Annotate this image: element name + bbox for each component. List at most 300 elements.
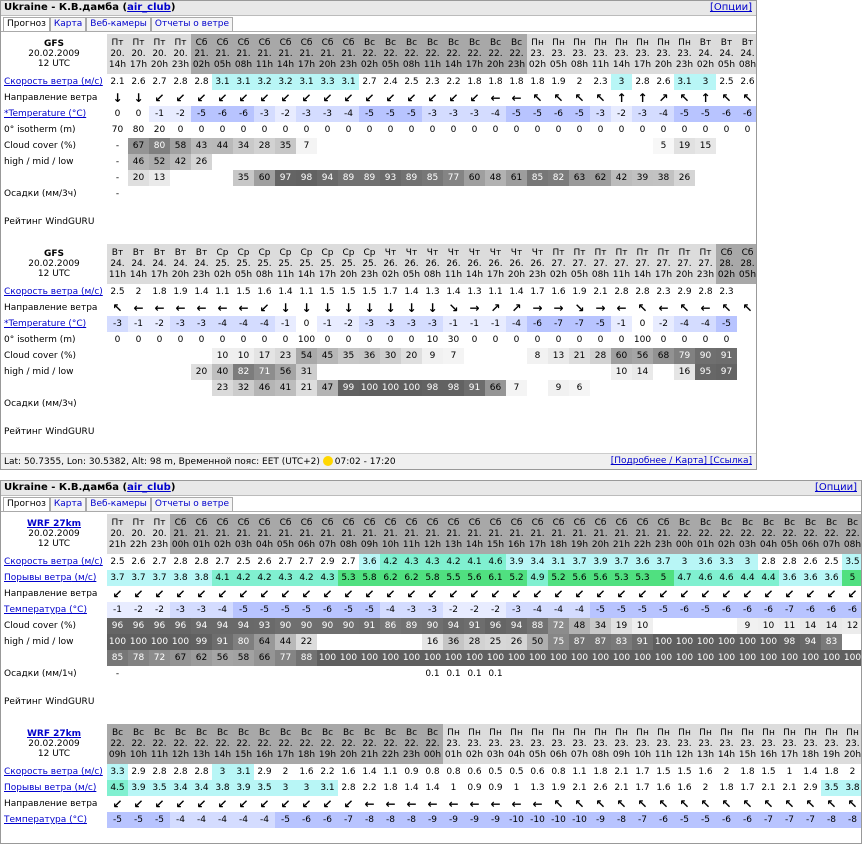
cloud-high-label: Cloud cover (%) xyxy=(4,351,77,361)
tab-wind-reports[interactable]: Отчеты о ветре xyxy=(151,17,233,31)
rating-cell xyxy=(212,412,233,452)
cloud-high-cell: 36 xyxy=(359,348,380,364)
cloud-mid-cell: 83 xyxy=(821,634,842,650)
precipitation-cell xyxy=(275,186,296,202)
tab-webcams[interactable]: Веб-камеры xyxy=(86,497,151,511)
wind-speed-cell: 3 xyxy=(695,74,716,90)
temperature-cell: -6 xyxy=(317,602,338,618)
wind-arrow-icon: ← xyxy=(217,300,228,315)
wind-arrow-icon: → xyxy=(553,300,564,315)
wind-speed-cell: 1.1 xyxy=(215,287,230,297)
wind-speed-cell: 0.6 xyxy=(467,767,482,777)
cloud-mid-cell: 83 xyxy=(611,634,632,650)
time-header: Вс 22. 10h xyxy=(128,724,149,764)
cloud-low-cell: 20 xyxy=(128,170,149,186)
direction-cell xyxy=(275,90,296,106)
cloud-high-cell: 93 xyxy=(254,618,275,634)
direction-cell xyxy=(359,796,380,812)
cloud-mid-cell xyxy=(548,364,569,380)
direction-cell xyxy=(569,90,590,106)
time-header: Сб 21. 01h xyxy=(191,514,212,554)
isotherm-cell: 0 xyxy=(723,125,730,135)
cloud-mid-cell xyxy=(464,154,485,170)
rating-cell xyxy=(170,412,191,452)
temperature-cell: -7 xyxy=(779,812,800,828)
wind-speed-cell: 3.1 xyxy=(233,764,254,780)
wind-gust-cell: 3.7 xyxy=(128,570,149,586)
wind-speed-cell: 1.4 xyxy=(362,767,377,777)
temperature-cell: -4 xyxy=(212,812,233,828)
precipitation-cell xyxy=(233,186,254,202)
wind-arrow-icon: ↖ xyxy=(679,796,690,811)
wind-arrow-icon: → xyxy=(532,300,543,315)
direction-label: Направление ветра xyxy=(4,799,98,809)
time-header: Пн 23. 08h xyxy=(590,724,611,764)
wind-speed-cell: 3.2 xyxy=(254,74,275,90)
temperature-cell: -3 xyxy=(191,316,212,332)
temperature-cell: -3 xyxy=(170,316,191,332)
wind-arrow-icon: ↖ xyxy=(742,796,753,811)
tab-forecast[interactable]: Прогноз xyxy=(3,497,50,511)
cloud-mid-cell: 52 xyxy=(149,154,170,170)
time-header: Сб 21. 11h xyxy=(401,514,422,554)
wind-speed-cell: 1.8 xyxy=(467,77,482,87)
wind-arrow-icon: ↙ xyxy=(385,90,396,105)
wind-speed-cell: 3.3 xyxy=(107,764,128,780)
wind-gust-cell: 1.7 xyxy=(635,783,650,793)
cloud-high-cell: 5 xyxy=(653,138,674,154)
wind-speed-cell: 1.3 xyxy=(425,287,440,297)
cloud-mid-cell xyxy=(380,634,401,650)
cloud-high-cell: 20 xyxy=(401,348,422,364)
time-header: Сб 21. 02h xyxy=(212,514,233,554)
cloud-low-cell xyxy=(212,170,233,186)
rating-cell xyxy=(422,682,443,722)
cloud-mid-cell xyxy=(338,634,359,650)
cloud-mid-cell: 87 xyxy=(590,634,611,650)
rating-cell xyxy=(212,682,233,722)
wind-gust-cell: 4.1 xyxy=(212,570,233,586)
cloud-low-cell: 7 xyxy=(506,380,527,396)
direction-cell xyxy=(506,586,527,602)
isotherm-cell xyxy=(737,332,757,348)
tab-forecast[interactable]: Прогноз xyxy=(3,17,50,31)
wind-speed-cell: 1.8 xyxy=(824,767,839,777)
precipitation-cell xyxy=(128,396,149,412)
wrf-options-link[interactable]: [Опции] xyxy=(814,482,857,493)
direction-cell xyxy=(611,90,632,106)
cloud-mid-cell: 91 xyxy=(212,634,233,650)
wind-speed-cell: 2.8 xyxy=(635,77,650,87)
cloud-low-cell xyxy=(170,170,191,186)
direction-cell xyxy=(170,90,191,106)
cloud-low-cell: 61 xyxy=(506,170,527,186)
time-header: Сб 21. 10h xyxy=(380,514,401,554)
cloud-low-cell: 93 xyxy=(380,170,401,186)
wind-gust-cell: 1.7 xyxy=(740,783,755,793)
temperature-cell: -2 xyxy=(170,106,191,122)
cloud-low-cell xyxy=(590,380,611,396)
cloud-mid-cell: - xyxy=(115,157,120,167)
details-links[interactable]: [Подробнее / Карта] [Ссылка] xyxy=(610,456,752,466)
time-header: Пн 23. 10h xyxy=(632,724,653,764)
direction-cell xyxy=(611,796,632,812)
direction-cell xyxy=(107,300,128,316)
cloud-low-cell: 97 xyxy=(275,170,296,186)
direction-cell xyxy=(737,796,758,812)
isotherm-cell: 0 xyxy=(156,335,163,345)
temperature-cell: -5 xyxy=(359,106,380,122)
wind-speed-cell: 3.1 xyxy=(233,74,254,90)
cloud-high-cell: 44 xyxy=(212,138,233,154)
time-header: Пн 23. 17h xyxy=(779,724,800,764)
cloud-high-cell: 28 xyxy=(590,348,611,364)
precipitation-cell xyxy=(527,396,548,412)
cloud-low-cell xyxy=(611,380,632,396)
rating-cell xyxy=(758,682,779,722)
isotherm-cell: 0 xyxy=(282,335,289,345)
cloud-mid-cell: 64 xyxy=(254,634,275,650)
wind-speed-cell: 3 xyxy=(674,554,695,570)
cloud-low-cell: 72 xyxy=(149,650,170,666)
cloud-mid-cell xyxy=(359,364,380,380)
rating-cell xyxy=(485,412,506,452)
wind-speed-cell: 3.9 xyxy=(590,554,611,570)
tab-wind-reports[interactable]: Отчеты о ветре xyxy=(151,497,233,511)
temperature-label: Температура (°C) xyxy=(4,815,87,825)
wind-arrow-icon: ↙ xyxy=(322,90,333,105)
wind-gust-cell: 3 xyxy=(275,780,296,796)
wind-arrow-icon: ← xyxy=(490,796,501,811)
wind-speed-cell: 1.4 xyxy=(803,767,818,777)
wind-speed-cell: 2 xyxy=(723,767,730,777)
wind-speed-cell: 3.2 xyxy=(275,74,296,90)
rating-cell xyxy=(842,682,862,722)
rating-cell xyxy=(338,682,359,722)
direction-cell xyxy=(800,586,821,602)
wind-speed-cell: 3.7 xyxy=(653,554,674,570)
precipitation-cell xyxy=(275,666,296,682)
temperature-cell: -1 xyxy=(464,316,485,332)
temperature-cell: -1 xyxy=(275,316,296,332)
cloud-low-cell: 100 xyxy=(443,650,464,666)
direction-cell xyxy=(569,796,590,812)
precipitation-cell xyxy=(170,186,191,202)
time-header: Пн 23. 07h xyxy=(569,724,590,764)
cloud-low-cell: 85 xyxy=(422,170,443,186)
cloud-mid-row xyxy=(1,154,757,170)
wind-gust-cell: 4.2 xyxy=(233,570,254,586)
wind-speed-cell: 3.5 xyxy=(842,554,862,570)
wind-speed-cell: 2.9 xyxy=(677,287,692,297)
wind-speed-cell: 1.8 xyxy=(509,77,524,87)
time-header: Ср 25. 08h xyxy=(254,244,275,284)
direction-cell xyxy=(506,300,527,316)
time-header: Вс 22. 04h xyxy=(758,514,779,554)
wind-gust-cell: 3.6 xyxy=(800,570,821,586)
rating-cell xyxy=(695,682,716,722)
cloud-mid-cell: 100 xyxy=(758,634,779,650)
rating-row xyxy=(1,202,757,242)
direction-cell xyxy=(695,300,716,316)
direction-row xyxy=(1,796,862,812)
precipitation-row xyxy=(1,186,757,202)
temperature-cell: -4 xyxy=(254,812,275,828)
precipitation-cell xyxy=(758,666,779,682)
wind-speed-label: Скорость ветра (м/с) xyxy=(4,287,103,297)
sun-icon xyxy=(323,456,333,466)
direction-cell xyxy=(464,300,485,316)
cloud-low-cell: 39 xyxy=(632,170,653,186)
wind-arrow-icon: ← xyxy=(154,300,165,315)
temperature-cell: -5 xyxy=(296,602,317,618)
cloud-low-cell: 13 xyxy=(149,170,170,186)
wind-speed-cell: 2.7 xyxy=(152,77,167,87)
precipitation-cell xyxy=(548,666,569,682)
cloud-low-cell xyxy=(632,380,653,396)
wind-arrow-icon: ↖ xyxy=(700,796,711,811)
wind-speed-cell: 1.1 xyxy=(383,767,398,777)
time-header: Вс 22. 16h xyxy=(254,724,275,764)
temperature-cell: -9 xyxy=(443,812,464,828)
rating-cell xyxy=(506,682,527,722)
gfs-footer xyxy=(1,453,756,469)
temperature-cell: -3 xyxy=(380,316,401,332)
time-header: Пн 23. 16h xyxy=(758,724,779,764)
isotherm-cell: 0 xyxy=(429,125,436,135)
wind-arrow-icon: ↙ xyxy=(217,586,228,601)
cloud-mid-cell xyxy=(170,364,191,380)
wind-arrow-icon: ↖ xyxy=(553,796,564,811)
cloud-high-cell xyxy=(464,138,485,154)
wind-gust-cell: 1.4 xyxy=(404,783,419,793)
precipitation-cell: 0.1 xyxy=(467,669,482,679)
precipitation-cell xyxy=(170,396,191,412)
direction-cell xyxy=(359,300,380,316)
precipitation-cell xyxy=(359,666,380,682)
wind-arrow-icon: ↙ xyxy=(553,586,564,601)
wind-speed-cell: 3.7 xyxy=(569,554,590,570)
wind-speed-cell: 2 xyxy=(576,77,583,87)
temperature-label: *Temperature (°C) xyxy=(4,109,87,119)
cloud-low-cell: 60 xyxy=(464,170,485,186)
time-header: Пн 23. 20h xyxy=(842,724,862,764)
cloud-mid-cell xyxy=(422,154,443,170)
cloud-low-cell: 100 xyxy=(674,650,695,666)
wind-gust-cell: 2.1 xyxy=(614,783,629,793)
gfs-options-link[interactable]: [Опции] xyxy=(709,2,752,13)
temperature-cell: -6 xyxy=(674,602,695,618)
wind-arrow-icon: ↖ xyxy=(721,300,732,315)
isotherm-cell: 0 xyxy=(681,125,688,135)
time-header: Пт 20. 22h xyxy=(128,514,149,554)
direction-cell xyxy=(212,796,233,812)
precipitation-cell xyxy=(254,186,275,202)
cloud-mid-cell: 91 xyxy=(632,634,653,650)
direction-row xyxy=(1,300,757,316)
tab-webcams[interactable]: Веб-камеры xyxy=(86,17,151,31)
time-header: Пт 27. 20h xyxy=(674,244,695,284)
time-header: Сб 21. 19h xyxy=(569,514,590,554)
model-info xyxy=(1,244,107,284)
wind-speed-cell: 1.5 xyxy=(341,287,356,297)
cloud-low-cell: 82 xyxy=(548,170,569,186)
time-header: Пн 23. 11h xyxy=(590,34,611,74)
cloud-low-cell: 63 xyxy=(569,170,590,186)
time-header: Пн 23. 19h xyxy=(821,724,842,764)
wrf-forecast-table xyxy=(1,724,862,828)
wind-gust-cell: 4.3 xyxy=(275,570,296,586)
time-header: Пт 27. 17h xyxy=(653,244,674,284)
time-header: Вс 22. 14h xyxy=(443,34,464,74)
cloud-high-label: Cloud cover (%) xyxy=(4,141,77,151)
temperature-cell: -1 xyxy=(149,106,170,122)
time-header: Вс 22. 03h xyxy=(737,514,758,554)
temperature-cell: -8 xyxy=(842,812,862,828)
model-name[interactable]: WRF 27km xyxy=(26,729,82,739)
precipitation-cell xyxy=(716,396,737,412)
precipitation-cell xyxy=(653,666,674,682)
cloud-low-cell: 100 xyxy=(716,650,737,666)
direction-cell xyxy=(128,586,149,602)
temperature-cell: -6 xyxy=(821,602,842,618)
cloud-low-cell: 35 xyxy=(233,170,254,186)
wind-speed-cell: 1.3 xyxy=(467,287,482,297)
wind-speed-cell: 3.4 xyxy=(527,554,548,570)
rating-cell xyxy=(380,412,401,452)
rating-cell xyxy=(527,682,548,722)
temperature-cell: -5 xyxy=(590,316,611,332)
rating-cell xyxy=(422,202,443,242)
cloud-high-cell: 34 xyxy=(233,138,254,154)
wind-speed-cell: 1.8 xyxy=(152,287,167,297)
temperature-cell: -7 xyxy=(632,812,653,828)
direction-cell xyxy=(233,300,254,316)
cloud-high-cell xyxy=(695,618,716,634)
direction-cell xyxy=(380,90,401,106)
temperature-cell: -3 xyxy=(506,602,527,618)
direction-cell xyxy=(653,586,674,602)
cloud-mid-cell: 46 xyxy=(128,154,149,170)
wind-gust-row xyxy=(1,570,862,586)
wind-speed-cell: 2.5 xyxy=(824,557,839,567)
time-header: Пн 23. 23h xyxy=(674,34,695,74)
time-header: Вт 24. 14h xyxy=(128,244,149,284)
cloud-mid-cell xyxy=(485,364,506,380)
tab-map[interactable]: Карта xyxy=(50,497,86,511)
cloud-low-cell: 67 xyxy=(170,650,191,666)
time-header: Вт 24. 08h xyxy=(737,34,757,74)
rating-cell xyxy=(779,682,800,722)
wrf-tabs xyxy=(1,496,861,512)
wind-arrow-icon: ↙ xyxy=(301,90,312,105)
temperature-cell: -2 xyxy=(611,106,632,122)
cloud-mid-cell xyxy=(317,364,338,380)
wind-speed-cell: 1.4 xyxy=(509,287,524,297)
cloud-low-cell: 89 xyxy=(401,170,422,186)
temperature-cell: -7 xyxy=(779,602,800,618)
cloud-low-cell: 56 xyxy=(212,650,233,666)
time-header: Сб 21. 06h xyxy=(296,514,317,554)
temperature-cell: -8 xyxy=(611,812,632,828)
direction-cell xyxy=(569,300,590,316)
isotherm-cell: 0 xyxy=(219,125,226,135)
rating-cell xyxy=(695,202,716,242)
temperature-cell: -5 xyxy=(674,812,695,828)
gfs-spot-link[interactable]: air_club xyxy=(127,2,171,13)
wind-arrow-icon: ↙ xyxy=(427,90,438,105)
precipitation-cell xyxy=(443,396,464,412)
precipitation-row xyxy=(1,396,757,412)
wind-speed-cell: 2.6 xyxy=(656,77,671,87)
direction-cell xyxy=(401,586,422,602)
time-header: Вс 22. 17h xyxy=(464,34,485,74)
model-run: 12 UTC xyxy=(37,749,71,759)
direction-cell xyxy=(107,586,128,602)
wind-arrow-icon: ↙ xyxy=(805,586,816,601)
wrf-forecast-tables xyxy=(1,514,861,828)
rating-cell xyxy=(632,682,653,722)
wind-speed-cell: 1.5 xyxy=(236,287,251,297)
direction-cell xyxy=(527,796,548,812)
wrf-header: Ukraine - К.В.дамба (air_club) [Опции] xyxy=(1,481,861,496)
rating-cell xyxy=(149,202,170,242)
cloud-low-label xyxy=(1,650,107,666)
precipitation-cell xyxy=(611,186,632,202)
wind-speed-cell: 2.2 xyxy=(320,767,335,777)
temperature-cell: -5 xyxy=(674,106,695,122)
wind-arrow-icon: ↙ xyxy=(154,796,165,811)
temperature-cell: -6 xyxy=(737,106,757,122)
wind-gust-cell: 2.9 xyxy=(803,783,818,793)
wind-arrow-icon: ↙ xyxy=(280,796,291,811)
wind-arrow-icon: ↙ xyxy=(238,90,249,105)
isotherm-cell: 0 xyxy=(345,335,352,345)
precipitation-label: Осадки (мм/1ч) xyxy=(4,669,77,679)
precipitation-cell xyxy=(716,186,737,202)
rating-cell xyxy=(569,412,590,452)
time-header: Сб 21. 20h xyxy=(317,34,338,74)
precipitation-cell: - xyxy=(115,669,120,679)
time-header: Пт 20. 23h xyxy=(149,514,170,554)
cloud-high-cell: 12 xyxy=(842,618,862,634)
wind-speed-cell: 2.8 xyxy=(194,77,209,87)
tab-map[interactable]: Карта xyxy=(50,17,86,31)
rating-cell xyxy=(317,202,338,242)
temperature-cell: -4 xyxy=(191,812,212,828)
cloud-mid-cell xyxy=(611,154,632,170)
wind-arrow-icon: ↙ xyxy=(406,586,417,601)
direction-cell xyxy=(485,90,506,106)
wrf-spot-link[interactable]: air_club xyxy=(127,482,171,493)
isotherm-cell: 0 xyxy=(282,125,289,135)
direction-cell xyxy=(842,796,862,812)
time-header: Сб 21. 00h xyxy=(170,514,191,554)
time-header: Сб 21. 08h xyxy=(233,34,254,74)
cloud-high-cell: 79 xyxy=(674,348,695,364)
rating-cell xyxy=(548,412,569,452)
cloud-high-label: Cloud cover (%) xyxy=(4,621,77,631)
time-header: Вс 22. 00h xyxy=(422,724,443,764)
temperature-cell: -9 xyxy=(485,812,506,828)
time-header: Вт 24. 23h xyxy=(191,244,212,284)
cloud-mid-cell xyxy=(401,634,422,650)
direction-cell xyxy=(443,796,464,812)
temperature-cell: -2 xyxy=(464,602,485,618)
model-name[interactable]: WRF 27km xyxy=(26,519,82,529)
cloud-low-cell: 100 xyxy=(359,380,380,396)
temperature-cell: -8 xyxy=(821,812,842,828)
